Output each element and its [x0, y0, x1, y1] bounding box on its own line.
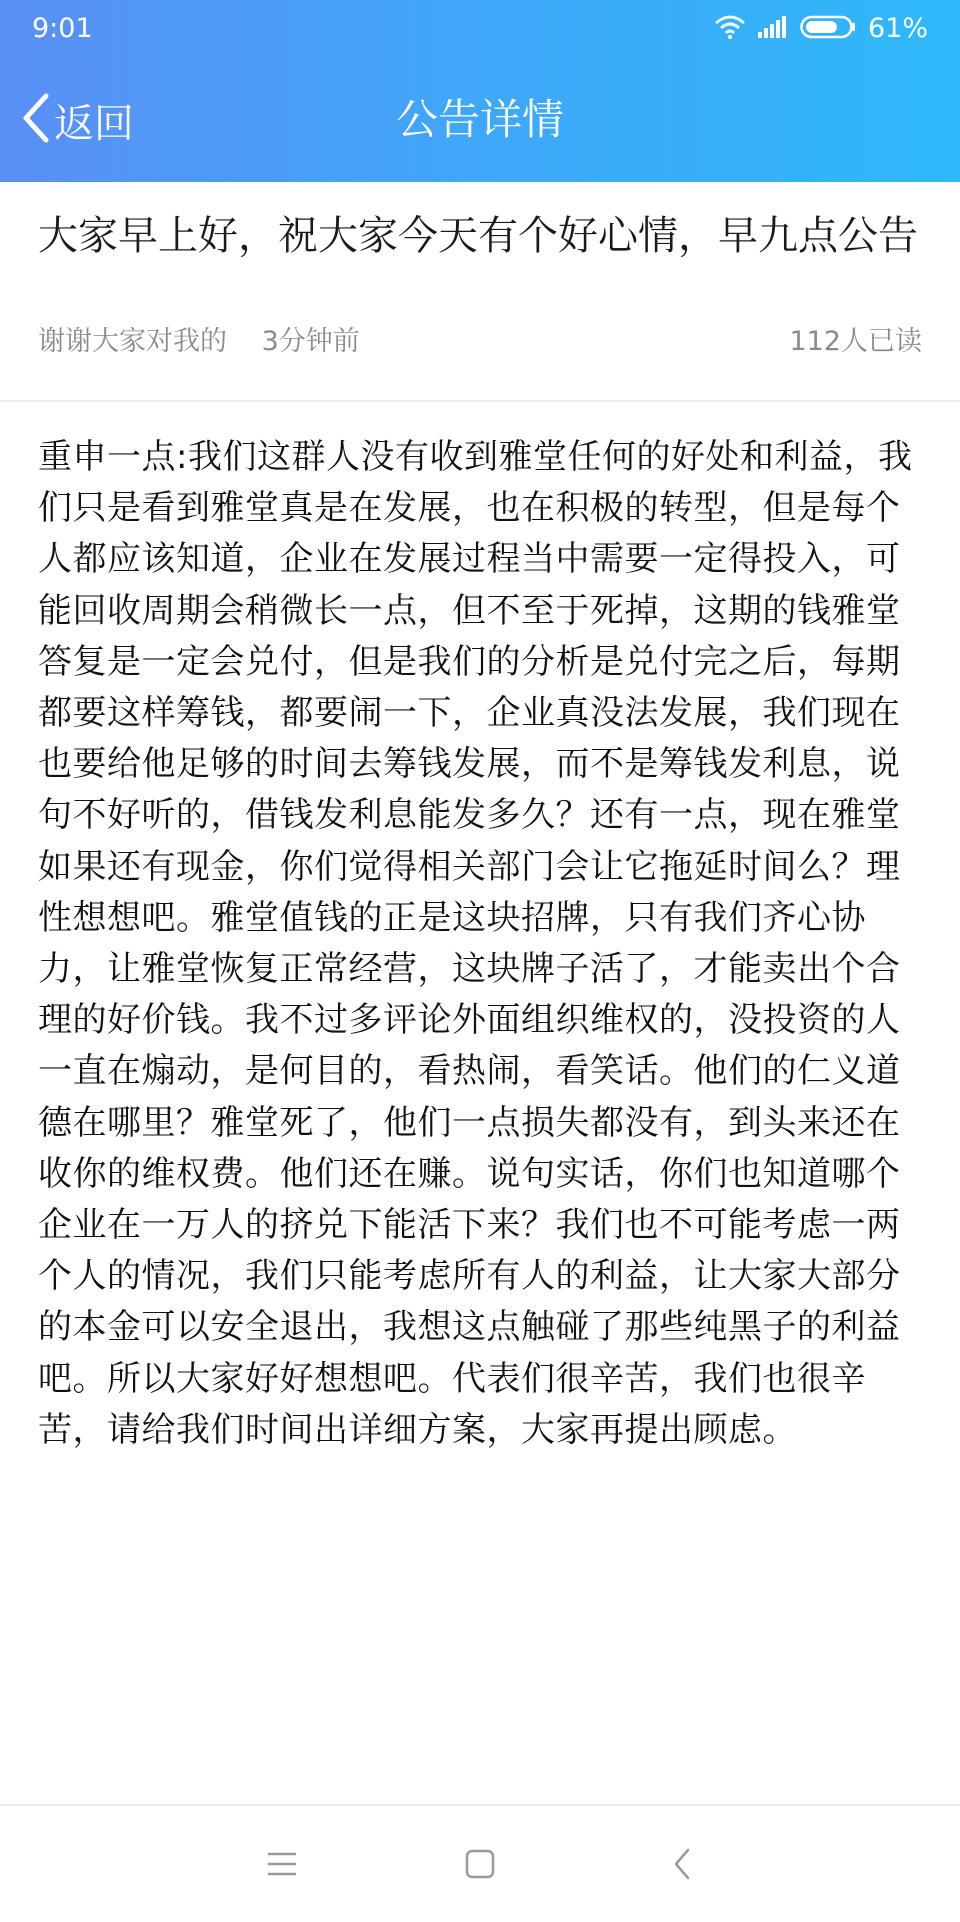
page-title: 公告详情 — [395, 95, 564, 144]
back-label: 返回 — [54, 100, 134, 147]
read-count: 112人已读 — [789, 326, 922, 357]
article-time: 3分钟前 — [261, 326, 360, 357]
back-chevron-icon — [672, 1847, 692, 1885]
battery-icon — [800, 15, 856, 43]
status-time: 9:01 — [32, 13, 93, 44]
article-title: 大家早上好，祝大家今天有个好心情，早九点公告 — [38, 213, 918, 259]
article-header — [0, 182, 960, 402]
status-bar — [0, 0, 960, 58]
home-square-icon — [465, 1849, 495, 1883]
system-back-button[interactable] — [654, 1838, 710, 1894]
article-author: 谢谢大家对我的 — [38, 326, 227, 357]
system-nav-bar — [0, 1804, 960, 1922]
article-meta — [38, 324, 922, 360]
app-header — [0, 0, 960, 182]
menu-icon — [267, 1851, 297, 1881]
nav-bar — [0, 60, 960, 182]
signal-icon — [758, 16, 788, 42]
menu-button[interactable] — [254, 1838, 310, 1894]
wifi-icon — [714, 15, 746, 43]
status-icons — [714, 10, 928, 48]
article-body: 重申一点:我们这群人没有收到雅堂任何的好处和利益，我们只是看到雅堂真是在发展，也在积极的转型，但是每个人都应该知道，企业在发展过程当中需要一定得投入，可能回收周期会稍微长一点，但不至于死掉，这期的钱雅堂答复是一定会兑付，但是我们的分析是兑付完之后，每期都要这样筹钱，都要闹一下，企业真没法发展，我们现在也要给他足够的时间去筹钱发展，而不是筹钱发利息，说句不好听的，借钱发利息能发多久？还有一点，现在雅堂如果还有现金，你们觉得相关部门会让它拖延时间么？理性想想吧。雅堂值钱的正是这块招牌，只有我们齐心协力，让雅堂恢复正常经营，这块牌子活了，才能卖出个合理的好价钱。我不过多评论外面组织维权的，没投资的人一直在煽动，是何目的，看热闹，看笑话。他们的仁义道德在哪里？雅堂死了，他们一点损失都没有，到头来还在收你的维权费。他们还在赚。说句实话，你们也知道哪个企业在一万人的挤兑下能活下来？我们也不可能考虑一两个人的情况，我们只能考虑所有人的利益，让大家大部分的本金可以安全退出，我想这点触碰了那些纯黑子的利益吧。所以大家好好想想吧。代表们很辛苦，我们也很辛苦，请给我们时间出详细方案，大家再提出顾虑。 — [38, 437, 913, 1450]
battery-percentage: 61% — [867, 13, 928, 44]
home-button[interactable] — [452, 1838, 508, 1894]
